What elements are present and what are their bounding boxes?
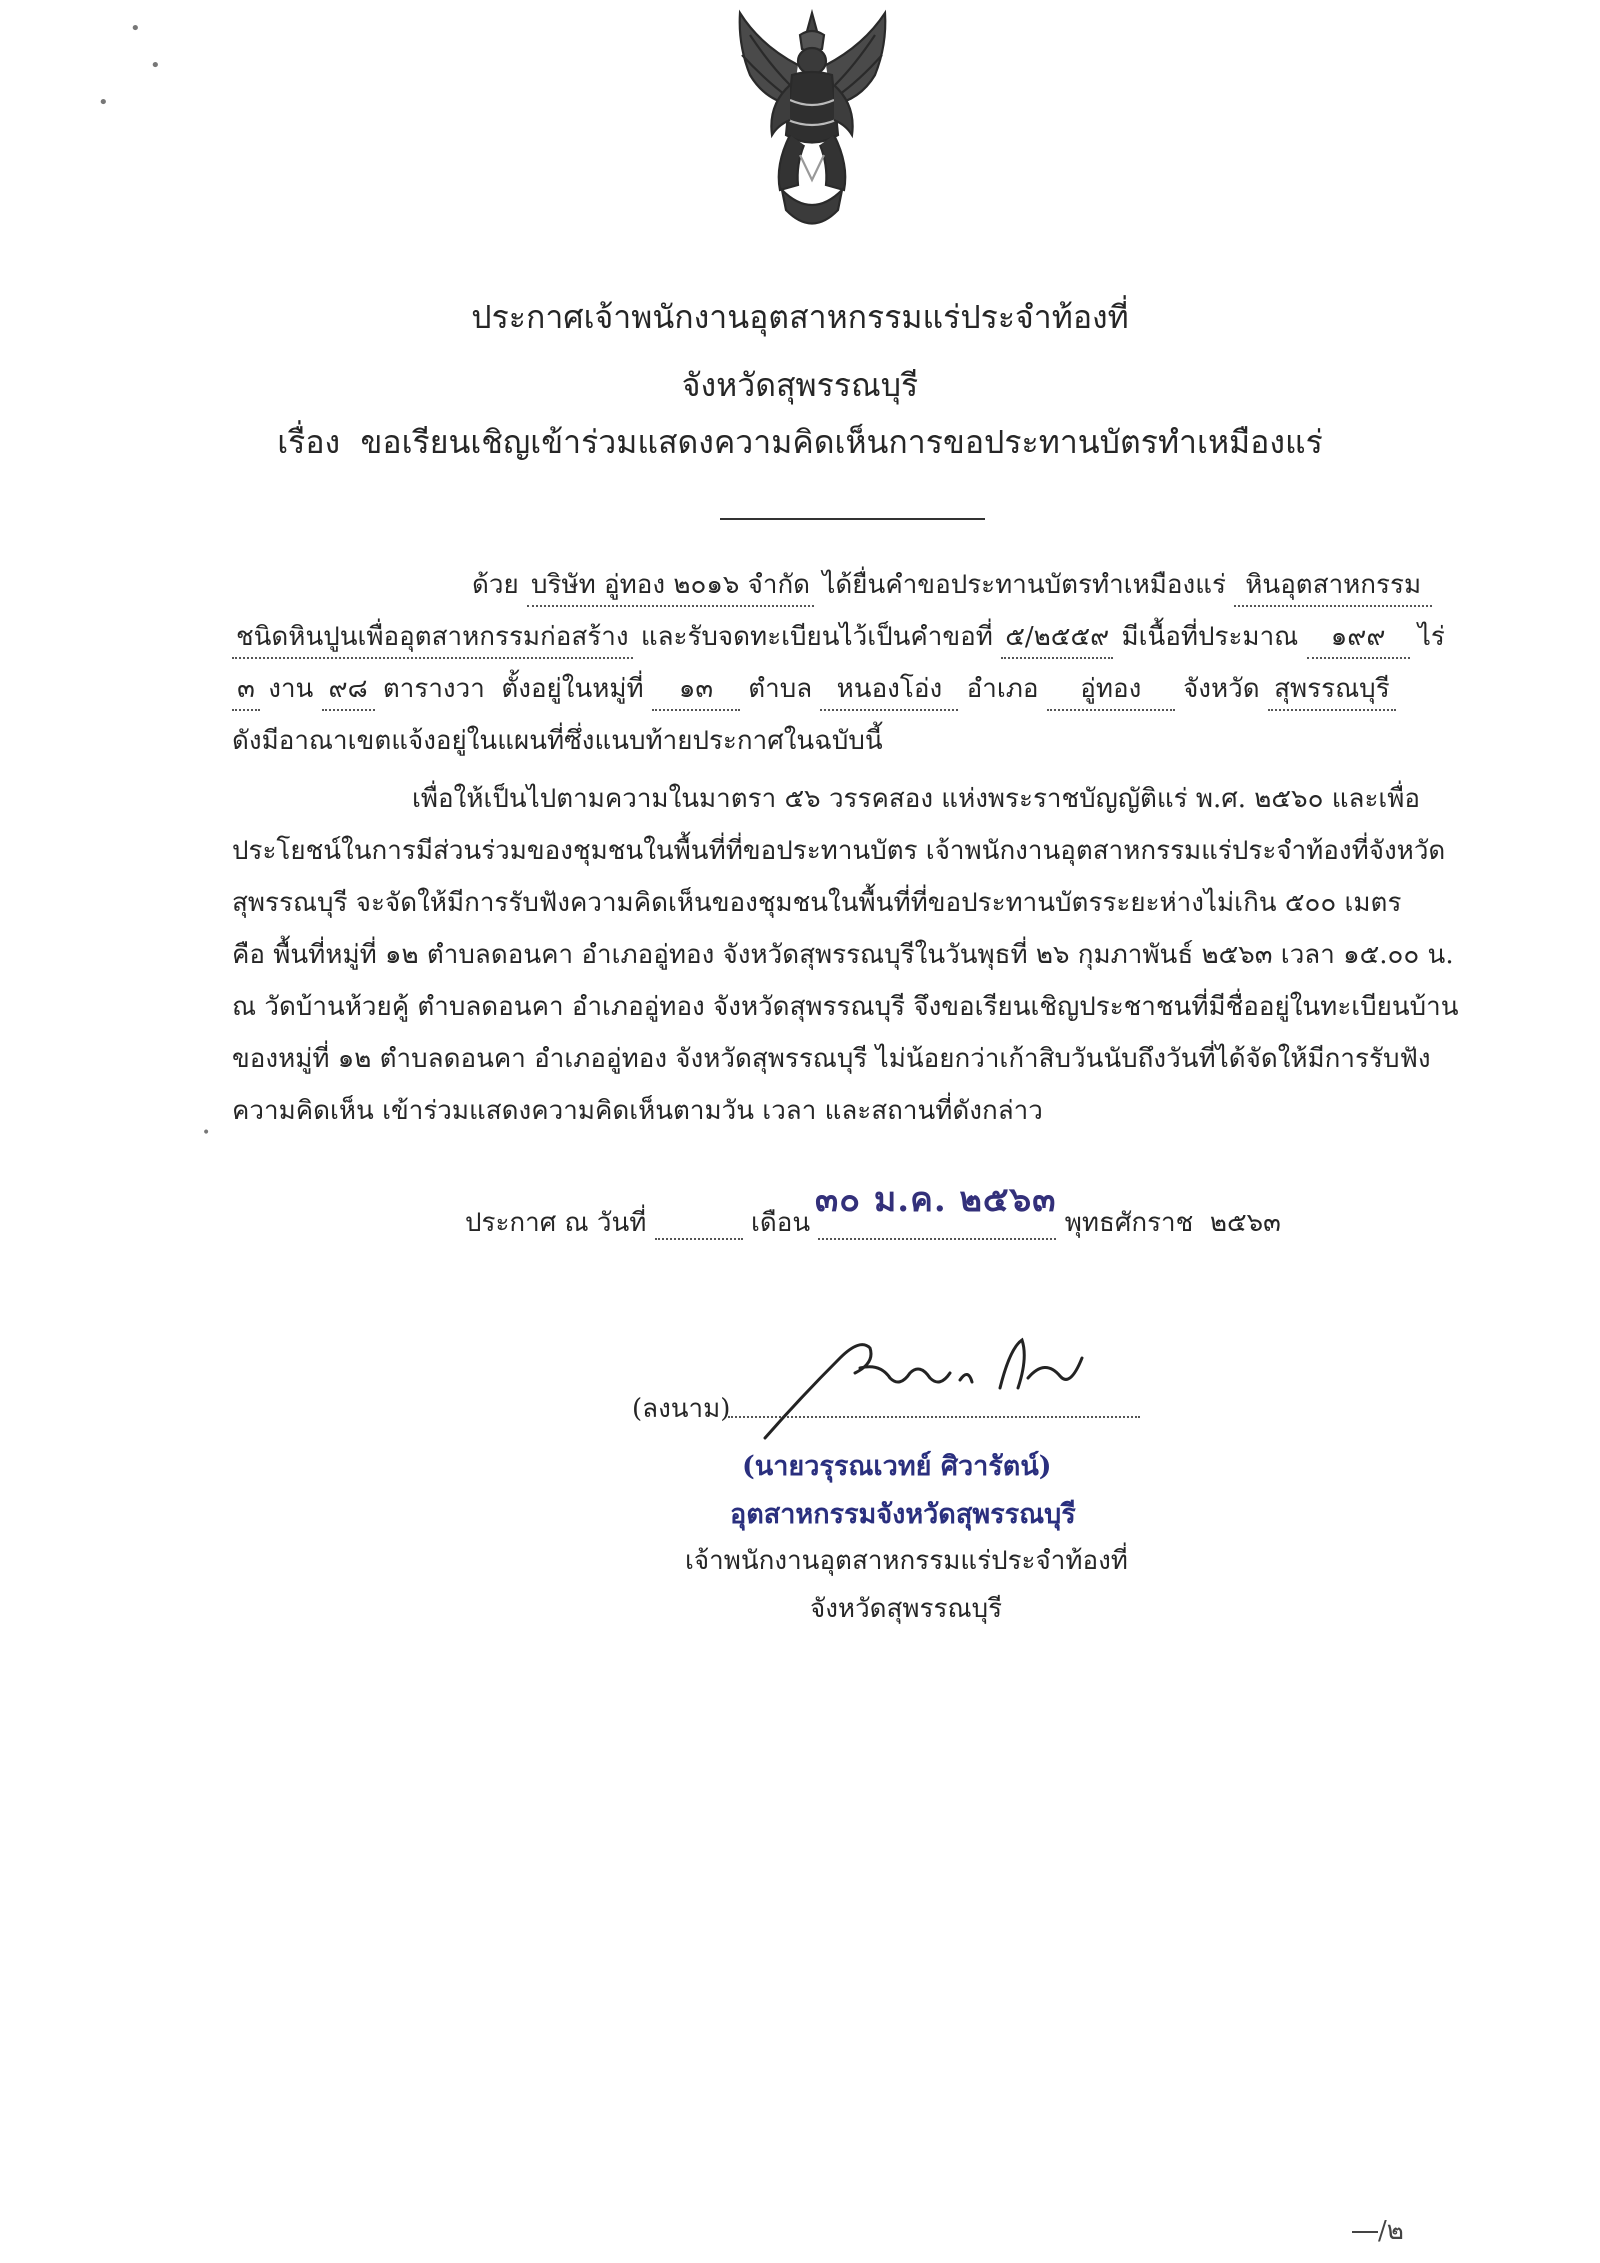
request-label: และรับจดทะเบียนไว้เป็นคำขอที่ <box>640 622 993 652</box>
title-divider <box>720 518 985 520</box>
para1-line2 <box>232 616 1445 659</box>
mineral-name: หินอุตสาหกรรม <box>1234 564 1432 607</box>
subject-line <box>0 417 1600 468</box>
para2-line3: สุพรรณบุรี จะจัดให้มีการรับฟังความคิดเห็นของชุมชนในพื้นที่ที่ขอประทานบัตรระยะห่างไม่เกิน ๕๐๐ เมตร <box>232 888 1402 918</box>
para2-line1: เพื่อให้เป็นไปตามความในมาตรา ๕๖ วรรคสอง แห่งพระราชบัญญัติแร่ พ.ศ. ๒๕๖๐ และเพื่อ <box>412 784 1421 814</box>
page-mark-dash <box>1352 2231 1378 2233</box>
area-wa: ๙๘ <box>322 668 375 711</box>
para2-line7: ความคิดเห็น เข้าร่วมแสดงความคิดเห็นตามวัน เวลา และสถานที่ดังกล่าว <box>232 1096 1043 1126</box>
para2-line4: คือ พื้นที่หมู่ที่ ๑๒ ตำบลดอนคา อำเภออู่ทอง จังหวัดสุพรรณบุรีในวันพุธที่ ๒๖ กุมภาพันธ์ ๒๕๖๓ เวลา ๑๕.๐๐ น. <box>232 940 1454 970</box>
sign-label: (ลงนาม) <box>632 1394 731 1424</box>
para2-line6: ของหมู่ที่ ๑๒ ตำบลดอนคา อำเภออู่ทอง จังหวัดสุพรรณบุรี ไม่น้อยกว่าเก้าสิบวันนับถึงวันที่ได้จัดให้มีการรับฟัง <box>232 1044 1431 1074</box>
scan-speck: • <box>150 55 161 76</box>
handwritten-signature <box>760 1318 1090 1448</box>
area-label: มีเนื้อที่ประมาณ <box>1121 622 1299 652</box>
moo-label: ตั้งอยู่ในหมู่ที่ <box>501 674 644 704</box>
month-label: เดือน <box>750 1208 811 1238</box>
wa-label: ตารางวา <box>382 674 485 704</box>
year-label: พุทธศักราช <box>1064 1208 1194 1238</box>
province-label: จังหวัด <box>1183 674 1260 704</box>
page-mark-text: /๒ <box>1378 2216 1404 2246</box>
day-blank <box>655 1208 743 1240</box>
garuda-emblem-icon <box>720 5 905 240</box>
area-rai: ๑๙๙ <box>1307 616 1410 659</box>
announcement-title: ประกาศเจ้าพนักงานอุตสาหกรรมแร่ประจำท้องที่ <box>471 298 1129 336</box>
para1-line3 <box>232 668 1396 711</box>
rai-label: ไร่ <box>1417 622 1445 652</box>
tambon-label: ตำบล <box>748 674 813 704</box>
amphoe-name: อู่ทอง <box>1047 668 1175 711</box>
signer-position: อุตสาหกรรมจังหวัดสุพรรณบุรี <box>730 1499 1076 1530</box>
amphoe-label: อำเภอ <box>966 674 1039 704</box>
para2-line2: ประโยชน์ในการมีส่วนร่วมของชุมชนในพื้นที่ที่ขอประทานบัตร เจ้าพนักงานอุตสาหกรรมแร่ประจำท้องที่จังหวัด <box>232 836 1446 866</box>
ngan-label: งาน <box>268 674 314 704</box>
subject-label: เรื่อง <box>277 423 341 461</box>
para1-line4: ดังมีอาณาเขตแจ้งอยู่ในแผนที่ซึ่งแนบท้ายประกาศในฉบับนี้ <box>232 726 883 756</box>
para1-line1 <box>472 564 1432 607</box>
year-value: ๒๕๖๓ <box>1209 1208 1281 1238</box>
mineral-type: ชนิดหินปูนเพื่ออุตสาหกรรมก่อสร้าง <box>232 616 633 659</box>
announcement-province: จังหวัดสุพรรณบุรี <box>681 366 919 404</box>
subject-text: ขอเรียนเชิญเข้าร่วมแสดงความคิดเห็นการขอประทานบัตรทำเหมืองแร่ <box>360 423 1323 461</box>
scan-speck: • <box>98 92 109 113</box>
province-name: สุพรรณบุรี <box>1268 668 1396 711</box>
stamped-date: ๓๐ ม.ค. ๒๕๖๓ <box>815 1180 1057 1220</box>
para2-line5: ณ วัดบ้านห้วยคู้ ตำบลดอนคา อำเภออู่ทอง จังหวัดสุพรรณบุรี จึงขอเรียนเชิญประชาชนที่มีชื่ออยู่ในทะเบียนบ้าน <box>232 992 1459 1022</box>
page-mark <box>1352 2210 1404 2251</box>
scan-speck: • <box>202 1125 211 1141</box>
para1-prefix: ด้วย <box>472 570 519 600</box>
company-name: บริษัท อู่ทอง ๒๐๑๖ จำกัด <box>527 564 814 607</box>
signer-province: จังหวัดสุพรรณบุรี <box>810 1594 1003 1624</box>
area-ngan: ๓ <box>232 668 260 711</box>
para1-mid: ได้ยื่นคำขอประทานบัตรทำเหมืองแร่ <box>822 570 1226 600</box>
request-number: ๕/๒๕๕๙ <box>1001 616 1113 659</box>
date-prefix: ประกาศ ณ วันที่ <box>465 1208 647 1238</box>
tambon-name: หนองโอ่ง <box>820 668 958 711</box>
moo-number: ๑๓ <box>652 668 740 711</box>
signer-name: (นายวรุรณเวทย์ ศิวารัตน์) <box>742 1451 1052 1482</box>
scan-speck: • <box>130 18 141 39</box>
signer-role: เจ้าพนักงานอุตสาหกรรมแร่ประจำท้องที่ <box>685 1546 1128 1576</box>
